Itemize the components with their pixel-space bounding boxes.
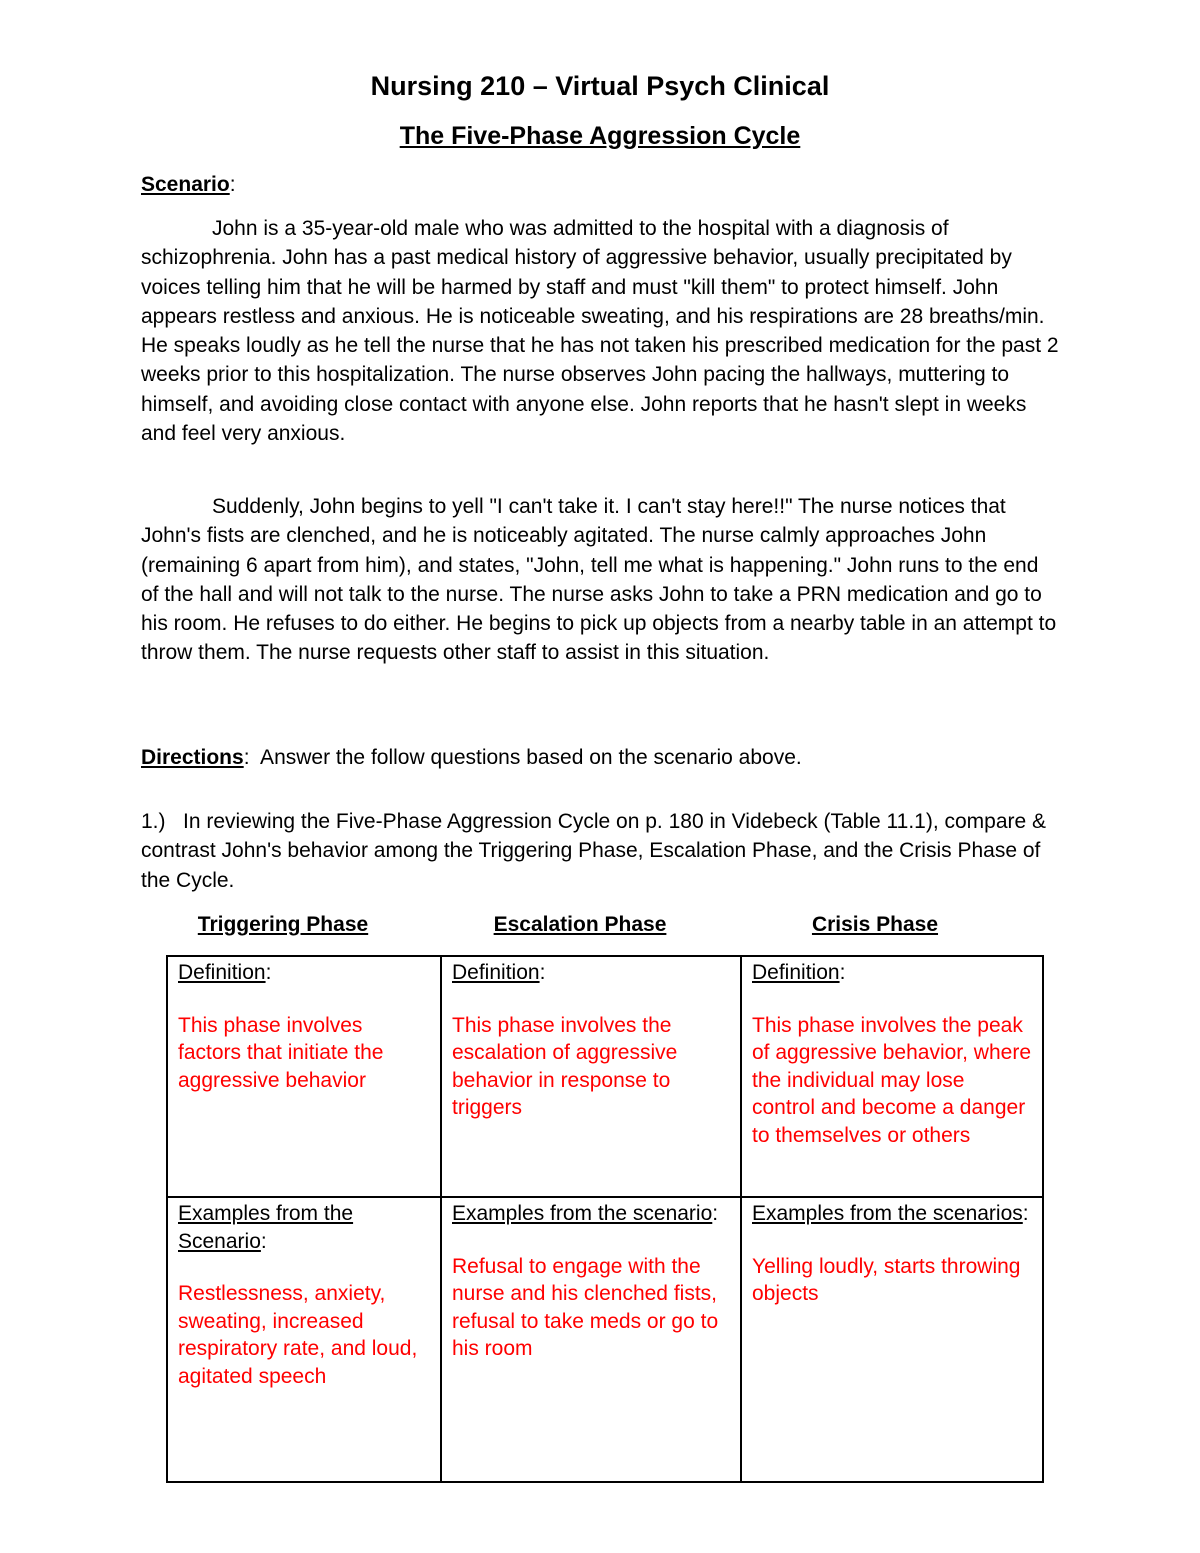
scenario-paragraph-1: John is a 35-year-old male who was admitted to the hospital with a diagnosis of schizophrenia. John has a past medical history of aggressive behavior, usually precipitated by voices telling him that he will be harmed by staff and must "kill them" to protect himself. John appears restless and anxious. He is noticeable sweating, and his respirations are 28 breaths/min. He speaks loudly as he tell the nurse that he has not taken his prescribed medication for the past 2 weeks prior to this hospitalization. The nurse observes John pacing the hallways, muttering to himself, and avoiding close contact with anyone else. John reports that he hasn't slept in weeks and feel very anxious. [141, 217, 1059, 446]
definition-label-colon: : [539, 961, 546, 984]
triggering-examples-answer: Restlessness, anxiety, sweating, increased respiratory rate, and loud, agitated speech [178, 1282, 418, 1388]
escalation-definition-answer: This phase involves the escalation of aggressive behavior in response to triggers [452, 1013, 678, 1119]
examples-row [167, 1197, 1043, 1482]
escalation-examples-answer: Refusal to engage with the nurse and his clenched fists, refusal to take meds or go to his room [452, 1254, 719, 1360]
examples-label-colon: : [712, 1202, 719, 1225]
scenario-label: Scenario [141, 173, 230, 196]
examples-label-colon: : [260, 1229, 267, 1253]
examples-label-colon: : [1022, 1202, 1029, 1225]
definition-label-colon: : [265, 961, 272, 984]
scenario-label-colon: : [229, 173, 236, 196]
question-1: 1.) In reviewing the Five-Phase Aggression Cycle on p. 180 in Videbeck (Table 11.1), compare & contrast John's behavior among the Triggering Phase, Escalation Phase, and the Crisis Phase of the Cycle. [141, 810, 1052, 892]
escalation-examples-cell [441, 1197, 741, 1482]
header-triggering-phase: Triggering Phase [197, 913, 369, 936]
directions-label-colon: : [243, 746, 250, 769]
definition-label: Definition [752, 961, 840, 984]
crisis-definition-answer: This phase involves the peak of aggressive behavior, where the individual may lose control and become a danger to themselves or others [752, 1013, 1031, 1147]
escalation-definition-cell [441, 956, 741, 1197]
definition-row [167, 956, 1043, 1197]
examples-label: Examples from the scenario [452, 1202, 713, 1225]
definition-label-colon: : [839, 961, 846, 984]
triggering-definition-cell [167, 956, 441, 1197]
header-escalation-phase: Escalation Phase [493, 913, 667, 936]
definition-label: Definition [178, 961, 266, 984]
directions-text: Answer the follow questions based on the scenario above. [249, 746, 802, 769]
phase-table [166, 955, 1044, 1483]
header-crisis-phase: Crisis Phase [811, 913, 939, 936]
definition-label: Definition [452, 961, 540, 984]
course-title: Nursing 210 – Virtual Psych Clinical [370, 71, 830, 101]
scenario-paragraph-2: Suddenly, John begins to yell "I can't take it. I can't stay here!!" The nurse notices that John's fists are clenched, and he is noticeably agitated. The nurse calmly approaches John (remaining 6 apart from him), and states, "John, tell me what is happening." John runs to the end of the hall and will not talk to the nurse. The nurse asks John to take a PRN medication and go to his room. He refuses to do either. He begins to pick up objects from a nearby table in an attempt to throw them. The nurse requests other staff to assist in this situation. [141, 495, 1057, 665]
crisis-definition-cell [741, 956, 1043, 1197]
scenario-heading [141, 170, 236, 199]
crisis-examples-answer: Yelling loudly, starts throwing objects [752, 1254, 1021, 1305]
triggering-examples-cell [167, 1197, 441, 1482]
triggering-definition-answer: This phase involves factors that initiate the aggressive behavior [178, 1013, 384, 1092]
crisis-examples-cell [741, 1197, 1043, 1482]
examples-label: Examples from the Scenario [178, 1202, 354, 1253]
directions [141, 743, 1061, 772]
examples-label: Examples from the scenarios [752, 1202, 1023, 1225]
directions-label: Directions [141, 746, 244, 769]
document-title: The Five-Phase Aggression Cycle [399, 122, 801, 150]
